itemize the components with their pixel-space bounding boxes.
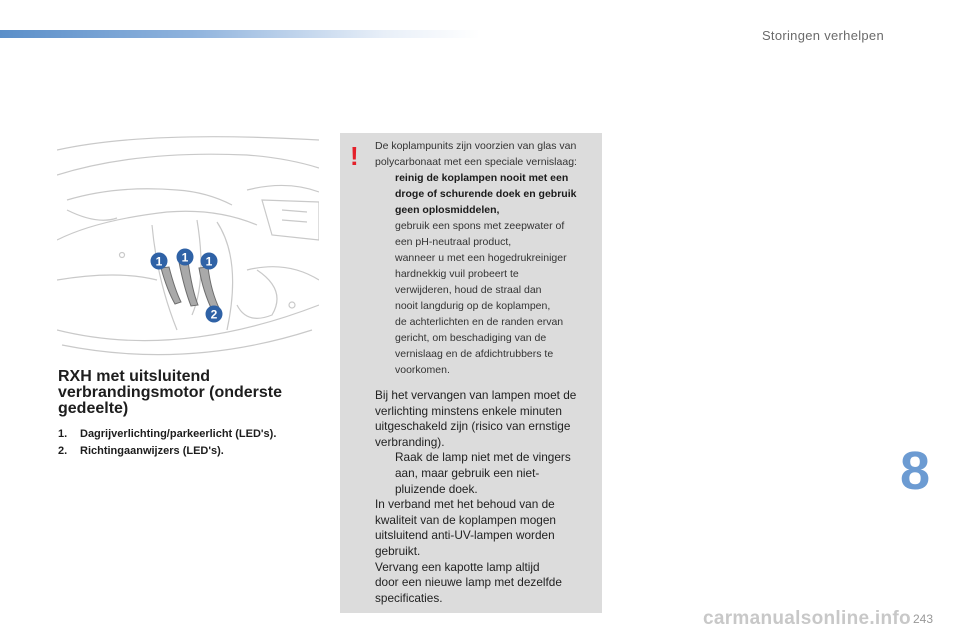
body-line: kwaliteit van de koplampen mogen bbox=[375, 512, 556, 527]
bullet-marker bbox=[375, 218, 395, 250]
warning-bullet-line: geen oplosmiddelen, bbox=[395, 204, 500, 216]
header-accent-bar bbox=[0, 30, 480, 38]
bullet-marker bbox=[375, 450, 395, 497]
exclamation-icon: ! bbox=[350, 141, 359, 171]
body-line: Bij het vervangen van lampen moet de bbox=[375, 388, 577, 402]
warning-bullet-line: de achterlichten en de randen ervan bbox=[395, 316, 564, 328]
warning-bullet-line: wanneer u met een hogedrukreiniger bbox=[395, 252, 567, 264]
watermark: carmanualsonline.info bbox=[703, 608, 911, 629]
warning-bullet-line: gebruik een spons met zeepwater of bbox=[395, 220, 565, 232]
body-line: verlichting minstens enkele minuten bbox=[375, 403, 562, 418]
warning-intro-line: polycarbonaat met een speciale vernislaag: bbox=[375, 156, 577, 168]
section-title-line: RXH met uitsluitend bbox=[58, 368, 211, 385]
body-line: In verband met het behoud van de bbox=[375, 497, 555, 512]
callout-label: 1 bbox=[155, 254, 163, 269]
body-line: door een nieuwe lamp met dezelfde bbox=[375, 575, 562, 590]
legend-item bbox=[58, 443, 338, 459]
body-line: verbranding). bbox=[375, 434, 445, 449]
warning-bullet bbox=[375, 250, 597, 378]
body-line: uitsluitend anti-UV-lampen worden bbox=[375, 528, 555, 543]
legend-number: 1. bbox=[58, 428, 68, 440]
body-bullet-line: Raak de lamp niet met de vingers bbox=[395, 450, 571, 465]
legend-text: Dagrijverlichting/parkeerlicht (LED's). bbox=[80, 428, 277, 440]
warning-bullet-line: nooit langdurig op de koplampen, bbox=[395, 300, 551, 312]
warning-bullet bbox=[375, 218, 597, 250]
section-title-line: verbrandingsmotor (onderste bbox=[58, 384, 283, 401]
chapter-number: 8 bbox=[900, 441, 931, 501]
section-title-line: gedeelte) bbox=[58, 400, 129, 417]
body-line: uitgeschakeld zijn (risico van ernstige bbox=[375, 419, 571, 434]
bullet-marker bbox=[375, 170, 395, 218]
legend-item bbox=[58, 426, 338, 442]
legend-list bbox=[58, 426, 338, 460]
warning-bullet-line: reinig de koplampen nooit met een bbox=[395, 172, 569, 184]
body-bullet bbox=[375, 450, 597, 497]
body-line: gebruikt. bbox=[375, 543, 421, 558]
warning-bullet-line: vernislaag en de afdichtrubbers te bbox=[395, 348, 554, 360]
warning-text bbox=[375, 138, 597, 378]
callout-label: 2 bbox=[210, 307, 218, 322]
body-bullet-line: aan, maar gebruik een niet- bbox=[395, 465, 540, 480]
warning-intro-line: De koplampunits zijn voorzien van glas van bbox=[375, 140, 577, 152]
body-bullet-line: pluizende doek. bbox=[395, 481, 478, 496]
warning-bullet-line: voorkomen. bbox=[395, 364, 450, 376]
bumper-illustration bbox=[57, 130, 319, 358]
bullet-marker bbox=[375, 250, 395, 378]
warning-bullet-line: hardnekkig vuil probeert te bbox=[395, 268, 519, 280]
warning-bullet-line: verwijderen, houd de straal dan bbox=[395, 284, 542, 296]
page-number: 243 bbox=[913, 612, 934, 626]
warning-bullet bbox=[375, 170, 597, 218]
legend-number: 2. bbox=[58, 445, 68, 457]
legend-text: Richtingaanwijzers (LED's). bbox=[80, 445, 224, 457]
body-text bbox=[375, 388, 597, 606]
warning-bullet-line: droge of schurende doek en gebruik bbox=[395, 188, 577, 200]
body-line: Vervang een kapotte lamp altijd bbox=[375, 559, 540, 574]
section-title bbox=[58, 369, 328, 417]
body-line: specificaties. bbox=[375, 590, 443, 605]
callout-label: 1 bbox=[205, 254, 213, 269]
warning-bullet-line: een pH-neutraal product, bbox=[395, 236, 512, 248]
warning-bullet-line: gericht, om beschadiging van de bbox=[395, 332, 547, 344]
page-header-title: Storingen verhelpen bbox=[761, 28, 884, 43]
callout-label: 1 bbox=[181, 250, 189, 265]
